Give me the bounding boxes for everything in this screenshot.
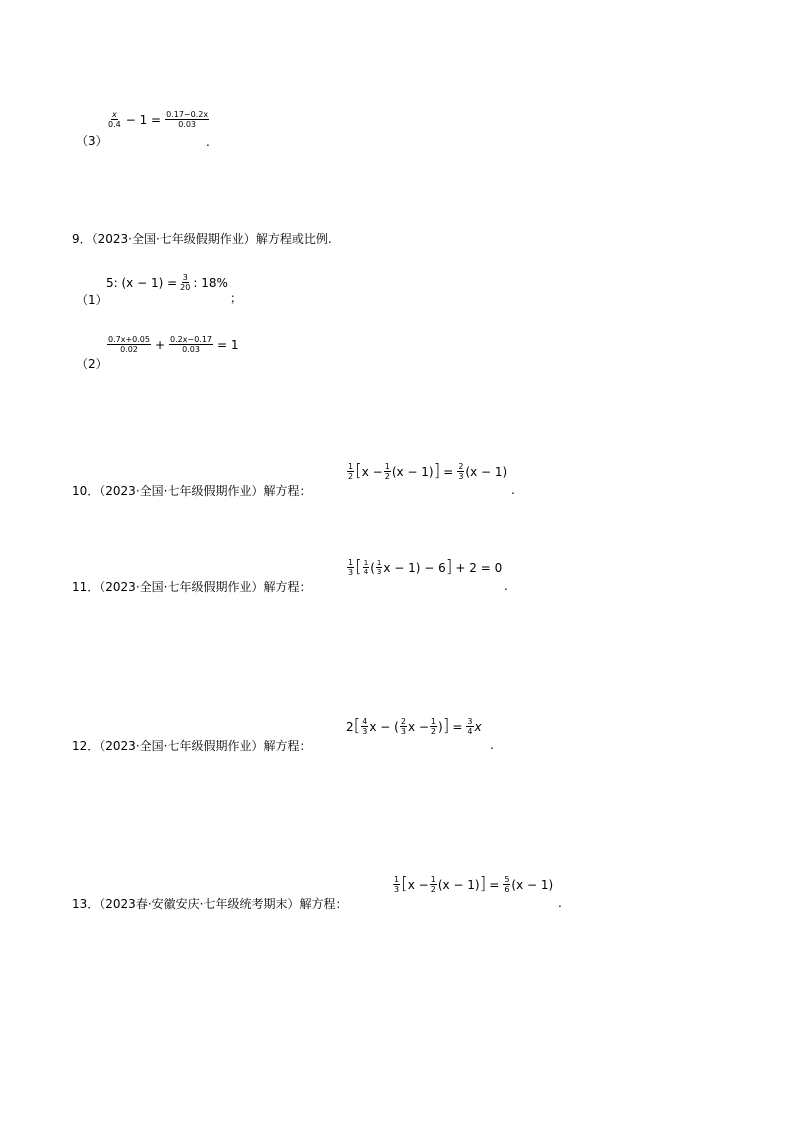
problem-instruction: 解方程： — [263, 580, 312, 594]
problem-instruction: 解方程： — [299, 897, 348, 911]
problem-source: （2023·全国·七年级假期作业） — [91, 232, 256, 246]
problem8-part3-end: . — [206, 135, 210, 149]
problem10-equation: $\frac{1}{2}$ [ x − $\frac{1}{2}$ (x − 1) ] = $\frac{2}{3}$ (x − 1) — [348, 461, 508, 481]
problem13-equation: $\frac{1}{3}$ [ x − $\frac{1}{2}$ (x − 1) ] = $\frac{5}{6}$ (x − 1) — [394, 874, 554, 894]
problem-instruction: 解方程： — [263, 739, 312, 753]
problem-number: 12． — [72, 739, 100, 753]
problem9-part1-end: ； — [230, 291, 243, 305]
problem9-part2-equation: $\frac{0.7x+0.05}{0.02}$ + $\frac{0.2x-0.17}{0.03}$ = 1 — [108, 335, 239, 354]
problem10-heading — [72, 484, 311, 498]
problem9-part1-label: （1） — [76, 293, 108, 307]
problem12-heading — [72, 739, 311, 753]
problem-source: （2023·全国·七年级假期作业） — [99, 739, 264, 753]
problem12-equation: 2 [ $\frac{4}{3}$ x − ( $\frac{2}{3}$ x − $\frac{1}{2}$ ) ] = $\frac{3}{4}$ x — [346, 716, 482, 736]
problem8-part3-label: （3） — [76, 134, 108, 148]
problem13-heading — [72, 897, 347, 911]
problem-instruction: 解方程或比例. — [255, 232, 332, 246]
problem-source: （2023·全国·七年级假期作业） — [99, 484, 264, 498]
problem9-part1-equation: 5: (x − 1) = $\frac{3}{20}$ : 18% — [106, 273, 228, 292]
problem13-end: . — [558, 896, 562, 910]
problem11-equation: $\frac{1}{3}$ [ $\frac{1}{4}$ ( $\frac{1}{3}$ x − 1) − 6 ] + 2 = 0 — [348, 557, 503, 577]
problem-number: 13． — [72, 897, 100, 911]
problem9-part2-label: （2） — [76, 357, 108, 371]
problem-instruction: 解方程： — [263, 484, 312, 498]
problem9-heading — [72, 232, 332, 246]
problem8-part3-equation: $\frac{x}{0.4}$ − 1 = $\frac{0.17-0.2x}{0.03}$ — [108, 110, 209, 129]
problem-source: （2023·全国·七年级假期作业） — [99, 580, 264, 594]
problem12-end: . — [490, 738, 494, 752]
problem-number: 10． — [72, 484, 100, 498]
problem-number: 11． — [72, 580, 100, 594]
problem11-heading — [72, 580, 311, 594]
problem-number: 9． — [72, 232, 92, 246]
problem-source: （2023春·安徽安庆·七年级统考期末） — [99, 897, 300, 911]
problem11-end: . — [504, 579, 508, 593]
problem10-end: . — [511, 483, 515, 497]
